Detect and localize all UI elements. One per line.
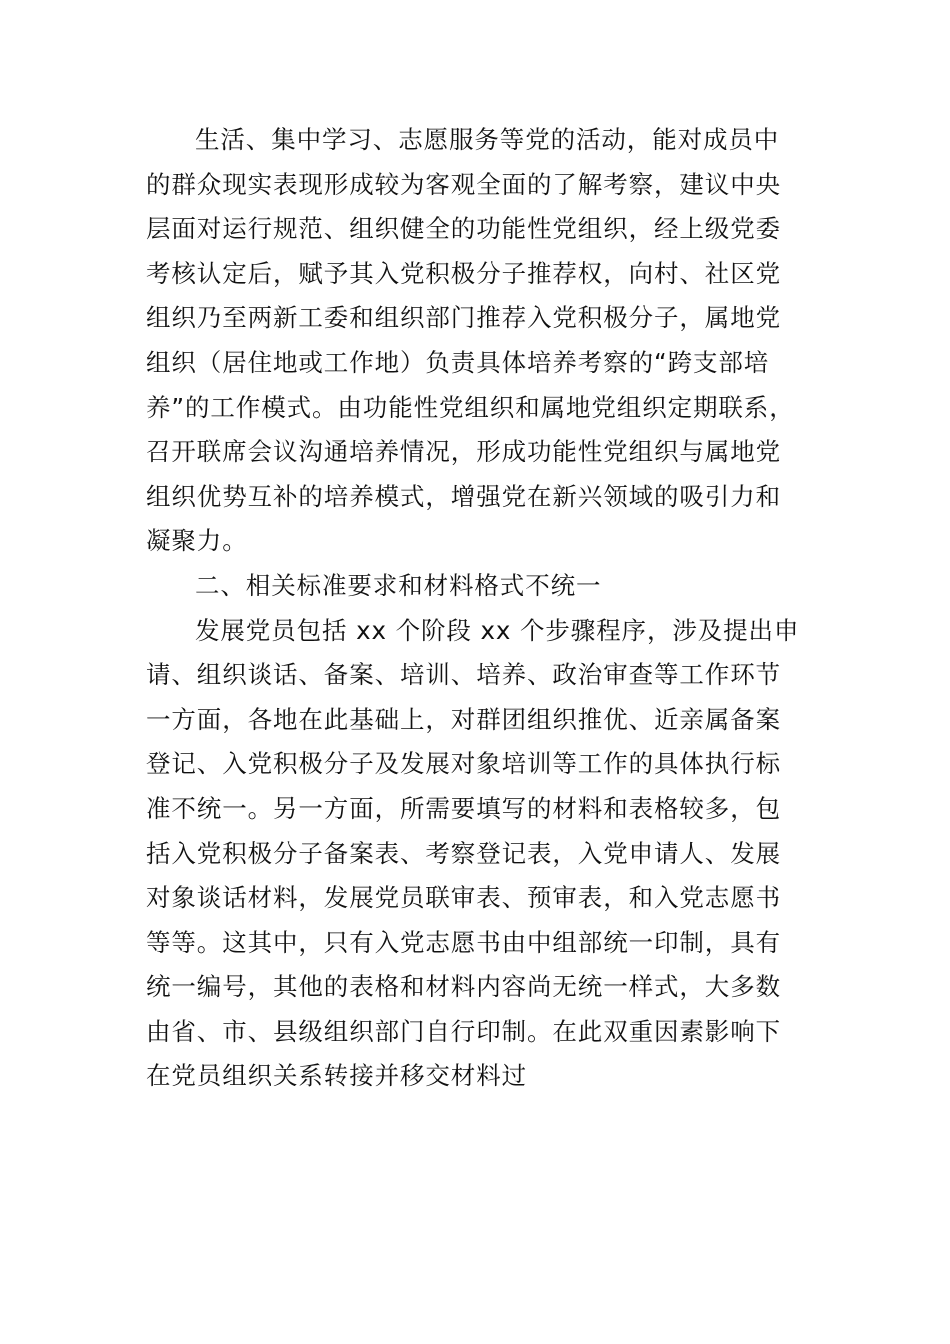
text-line: 的群众现实表现形成较为客观全面的了解考察，建议中央 bbox=[146, 169, 781, 199]
text-line: 养”的工作模式。由功能性党组织和属地党组织定期联系， bbox=[146, 392, 795, 422]
text-line: 由省、市、县级组织部门自行印制。在此双重因素影响下 bbox=[146, 1016, 781, 1046]
text-line: 组织乃至两新工委和组织部门推荐入党积极分子，属地党 bbox=[146, 303, 781, 333]
text-line: 统一编号，其他的表格和材料内容尚无统一样式，大多数 bbox=[146, 972, 781, 1002]
text-line: 准不统一。另一方面，所需要填写的材料和表格较多，包 bbox=[146, 793, 781, 823]
text-line: 考核认定后，赋予其入党积极分子推荐权，向村、社区党 bbox=[146, 258, 781, 288]
section-heading: 二、相关标准要求和材料格式不统一 bbox=[195, 570, 602, 600]
text-line: 发展党员包括 xx 个阶段 xx 个步骤程序，涉及提出申 bbox=[195, 615, 800, 645]
text-line: 层面对运行规范、组织健全的功能性党组织，经上级党委 bbox=[146, 214, 781, 244]
text-line: 在党员组织关系转接并移交材料过 bbox=[146, 1061, 527, 1091]
text-line: 请、组织谈话、备案、培训、培养、政治审查等工作环节 bbox=[146, 660, 781, 690]
text-line: 对象谈话材料，发展党员联审表、预审表，和入党志愿书 bbox=[146, 883, 781, 913]
body-text bbox=[146, 118, 816, 1099]
text-line: 登记、入党积极分子及发展对象培训等工作的具体执行标 bbox=[146, 749, 781, 779]
text-line: 组织优势互补的培养模式，增强党在新兴领域的吸引力和 bbox=[146, 481, 781, 511]
text-line: 生活、集中学习、志愿服务等党的活动，能对成员中 bbox=[195, 125, 780, 154]
text-line: 括入党积极分子备案表、考察登记表，入党申请人、发展 bbox=[146, 838, 781, 868]
text-line: 召开联席会议沟通培养情况，形成功能性党组织与属地党 bbox=[146, 437, 781, 467]
text-line: 一方面，各地在此基础上，对群团组织推优、近亲属备案 bbox=[146, 704, 781, 734]
text-line: 等等。这其中，只有入党志愿书由中组部统一印制，具有 bbox=[146, 927, 781, 957]
text-line: 组织（居住地或工作地）负责具体培养考察的“跨支部培 bbox=[146, 347, 770, 377]
text-line: 凝聚力。 bbox=[146, 526, 248, 556]
